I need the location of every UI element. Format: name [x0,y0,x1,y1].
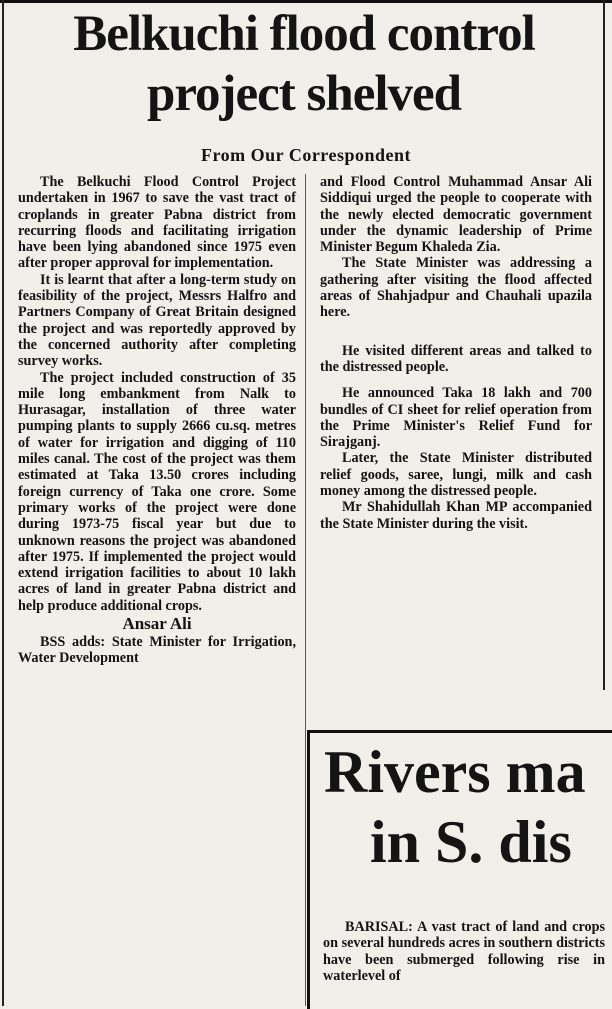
paragraph: The project included construction of 35 mile long embankment from Nalk to Hurasagar, installation of three water pumping plants to supply 2666 cu.sq. metres of water for irrigation and digging of 110 miles canal. The cost of the project was them estimated at Taka 13.50 crores including foreign currency of Taka one crore. Some primary works of the project were done during 1973-75 fiscal year but due to unknown reasons the project was abandoned after 1975. If implemented the project would extend irrigation facilities to about 10 lakh acres of land in greater Pabna district and help produce additional crops. [18,369,296,614]
paragraph: He visited different areas and talked to the distressed people. [320,342,592,375]
byline: From Our Correspondent [200,145,411,165]
paragraph: The Belkuchi Flood Control Project undertaken in 1967 to save the vast tract of croplands in greater Pabna district from recurring floods and facilitating irrigation have been lying abandoned since 1975 even after proper approval for implementation. [18,174,296,272]
paragraph: and Flood Control Muhammad Ansar Ali Siddiqui urged the people to cooperate with the newly elected democratic government under the dynamic leadership of Prime Minister Begum Khaleda Zia. [320,174,592,256]
paragraph: It is learnt that after a long-term study on feasibility of the project, Messrs Halfro and Partners Company of Great Britain designed the project and was reportedly approved by the concerned authority after completing survey works. [18,271,296,370]
top-rule [0,0,612,3]
paragraph: The State Minister was addressing a gathering after visiting the flood affected areas of Shahjadpur and Chauhali upazila here. [320,255,592,321]
second-headline-line-2: in S. dis [370,809,572,875]
column-divider [305,174,306,1006]
bss-lead-paragraph: BSS adds: State Minister for Irrigation, Water Development [18,634,296,667]
right-column [320,174,592,734]
paragraph: Later, the State Minister distributed relief goods, saree, lungi, milk and cash money among the distressed people. [320,450,592,500]
right-rule [603,0,605,690]
article-headline [8,4,600,124]
second-headline-line-1: Rivers ma [324,739,586,805]
paragraph: Mr Shahidullah Khan MP accompanied the State Minister during the visit. [320,499,592,532]
author-signoff: Ansar Ali [122,614,192,634]
second-article-headline [324,737,612,877]
second-article-text: BARISAL: A vast tract of land and crops on several hundreds acres in southern districts have been submerged following rise in waterlevel of [323,919,605,984]
headline-line-2: project shelved [146,66,462,122]
headline-line-1: Belkuchi flood control [73,6,535,62]
second-article [307,730,612,1009]
paragraph: He announced Taka 18 lakh and 700 bundles of CI sheet for relief operation from the Prime Minister's Relief Fund for Sirajganj. [320,385,592,451]
left-column [18,174,296,1004]
